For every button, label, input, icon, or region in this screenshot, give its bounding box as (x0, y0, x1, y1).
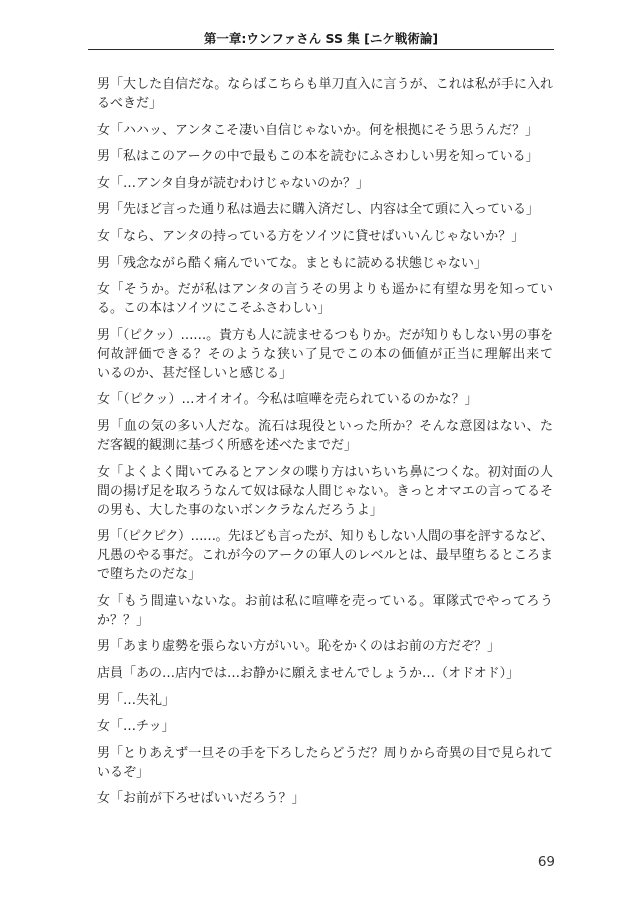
dialogue-line (97, 75, 553, 94)
dialogue-line-text: 女「（ピクッ）…オイオイ。今私は喧嘩を売られているのかな？」 (97, 392, 478, 408)
dialogue-paragraph (97, 390, 553, 409)
page-number: 69 (537, 854, 555, 870)
dialogue-line (97, 592, 553, 611)
dialogue-line-text: 女「そうか。だが私はアンタの言うその男よりも遥かに有望な男を知ってい (97, 282, 553, 298)
header-rule (88, 49, 554, 50)
dialogue-paragraph (97, 326, 553, 383)
dialogue-line-text: いるぞ」 (97, 764, 150, 780)
dialogue-line-text: 男「大した自信だな。ならばこちらも単刀直入に言うが、これは私が手に入れ (97, 77, 553, 92)
dialogue-paragraph (97, 417, 553, 455)
dialogue-line-text: で堕ちたのだな」 (97, 567, 202, 583)
dialogue-line (97, 501, 553, 520)
dialogue-line (97, 691, 553, 710)
dialogue-paragraph (97, 75, 553, 113)
dialogue-line (97, 200, 553, 219)
dialogue-line-text: 店員「あの…店内では…お静かに願えませんでしょうか…（オドオド）」 (97, 665, 520, 681)
dialogue-line (97, 326, 553, 345)
dialogue-line (97, 345, 553, 364)
dialogue-line-text: 男「血の気の多い人だな。流石は現役といった所か？そんな意図はない、た (97, 418, 553, 434)
dialogue-line (97, 744, 553, 763)
dialogue-line (97, 436, 553, 455)
dialogue-line-text: 女「…チッ」 (97, 719, 175, 735)
dialogue-line (97, 664, 553, 683)
dialogue-line-text: 男「残念ながら酷く痛んでいてな。まともに読める状態じゃない」 (97, 255, 488, 271)
dialogue-line-text: 男「私はこのアークの中で最もこの本を読むにふさわしい男を知っている」 (97, 149, 539, 165)
dialogue-line-text: 男「あまり虚勢を張らない方がいい。恥をかくのはお前の方だぞ？」 (97, 639, 501, 655)
dialogue-paragraph (97, 254, 553, 273)
body-text (97, 75, 553, 816)
dialogue-line-text: 男「…失礼」 (97, 692, 176, 708)
dialogue-line-text: 男「先ほど言った通り私は過去に購入済だし、内容は全て頭に入っている」 (97, 202, 540, 218)
dialogue-line (97, 254, 553, 273)
dialogue-line-text: 女「…アンタ自身が読むわけじゃないのか？」 (97, 175, 369, 191)
dialogue-paragraph (97, 789, 553, 808)
dialogue-paragraph (97, 744, 553, 782)
dialogue-paragraph (97, 463, 553, 520)
dialogue-line (97, 763, 553, 782)
dialogue-line (97, 717, 553, 736)
dialogue-line (97, 417, 553, 436)
dialogue-paragraph (97, 147, 553, 166)
dialogue-line-text: るべきだ」 (97, 96, 163, 111)
dialogue-paragraph (97, 664, 553, 683)
dialogue-paragraph (97, 691, 553, 710)
dialogue-paragraph (97, 174, 553, 193)
dialogue-line (97, 611, 553, 630)
dialogue-line (97, 789, 553, 808)
dialogue-line-text: 女「なら、アンタの持っている方をソイツに貸せばいいんじゃないか？」 (97, 228, 525, 244)
dialogue-paragraph (97, 637, 553, 656)
dialogue-line-text: 女「もう間違いないな。お前は私に喧嘩を売っている。軍隊式でやってろう (97, 593, 553, 609)
dialogue-line-text: 間の揚げ足を取ろうなんて奴は碌な人間じゃない。きっとオマエの言ってるそ (97, 483, 553, 499)
dialogue-paragraph (97, 280, 553, 318)
dialogue-line (97, 463, 553, 482)
dialogue-line-text: 男「とりあえず一旦その手を下ろしたらどうだ？周りから奇異の目で見られて (97, 745, 553, 761)
dialogue-paragraph (97, 227, 553, 246)
dialogue-line-text: の男も、大した事のないボンクラなんだろうよ」 (97, 502, 383, 518)
dialogue-line-text: 女「よくよく聞いてみるとアンタの喋り方はいちいち鼻につくな。初対面の人 (97, 464, 553, 480)
dialogue-line-text: だ客観的観測に基づく所感を述べたまでだ」 (97, 437, 358, 453)
dialogue-line-text: 女「お前が下ろせばいいだろう？」 (97, 791, 305, 807)
dialogue-line-text: 男「（ピクッ）……。貴方も人に読ませるつもりか。だが知りもしない男の事を (97, 327, 553, 343)
dialogue-line (97, 174, 553, 193)
dialogue-line-text: る。この本はソイツにこそふさわしい」 (97, 301, 331, 317)
dialogue-paragraph (97, 121, 553, 140)
dialogue-line-text: か？？」 (97, 612, 150, 628)
dialogue-line (97, 482, 553, 501)
dialogue-paragraph (97, 717, 553, 736)
dialogue-paragraph (97, 200, 553, 219)
dialogue-line (97, 147, 553, 166)
dialogue-line (97, 390, 553, 409)
dialogue-paragraph (97, 592, 553, 630)
dialogue-line-text: 凡愚のやる事だ。これが今のアークの軍人のレベルとは、最早堕ちるところま (97, 548, 553, 564)
dialogue-line-text: 男「（ピクピク）……。先ほども言ったが、知りもしない人間の事を評するなど、 (97, 529, 553, 545)
dialogue-line (97, 565, 553, 584)
dialogue-line-text: 何故評価できる？そのような狭い了見でこの本の価値が正当に理解出来て (97, 346, 553, 362)
dialogue-line (97, 299, 553, 318)
dialogue-line (97, 94, 553, 113)
dialogue-line (97, 364, 553, 383)
dialogue-line (97, 637, 553, 656)
dialogue-line (97, 227, 553, 246)
dialogue-line-text: 女「ハハッ、アンタこそ凄い自信じゃないか。何を根拠にそう思うんだ？」 (97, 122, 538, 138)
running-header: 第一章:ウンファさん SS 集 [ニケ戦術論] (203, 31, 439, 46)
dialogue-line (97, 546, 553, 565)
dialogue-line (97, 527, 553, 546)
dialogue-paragraph (97, 527, 553, 584)
dialogue-line (97, 280, 553, 299)
dialogue-line (97, 121, 553, 140)
dialogue-line-text: いるのか、甚だ怪しいと感じる」 (97, 365, 293, 381)
